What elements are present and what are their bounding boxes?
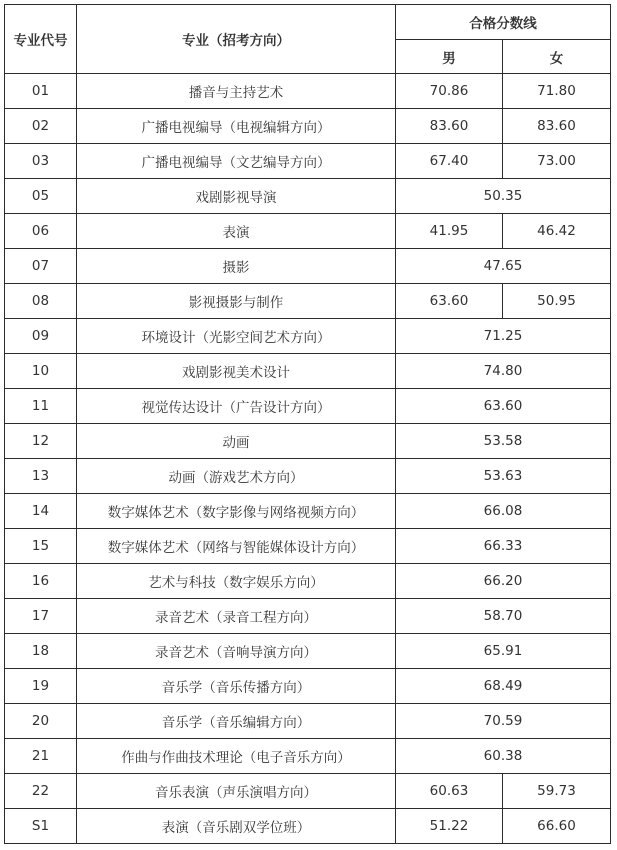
- row-code: 21: [5, 739, 77, 774]
- table-body: [5, 74, 611, 844]
- table-row: [5, 284, 611, 319]
- row-code: 12: [5, 424, 77, 459]
- table-row: [5, 494, 611, 529]
- header-code: 专业代号: [5, 5, 77, 74]
- row-code: 16: [5, 564, 77, 599]
- row-major: 数字媒体艺术（数字影像与网络视频方向）: [77, 494, 396, 529]
- row-score-combined: 66.20: [396, 564, 611, 599]
- row-code: 14: [5, 494, 77, 529]
- table-row: [5, 774, 611, 809]
- row-score-combined: 53.63: [396, 459, 611, 494]
- row-score-female: 46.42: [503, 214, 611, 249]
- row-code: 19: [5, 669, 77, 704]
- row-score-combined: 71.25: [396, 319, 611, 354]
- row-major: 作曲与作曲技术理论（电子音乐方向）: [77, 739, 396, 774]
- header-male: 男: [396, 40, 503, 74]
- row-code: 05: [5, 179, 77, 214]
- row-major: 数字媒体艺术（网络与智能媒体设计方向）: [77, 529, 396, 564]
- row-code: 03: [5, 144, 77, 179]
- row-score-male: 63.60: [396, 284, 503, 319]
- row-score-combined: 74.80: [396, 354, 611, 389]
- row-score-female: 50.95: [503, 284, 611, 319]
- row-code: 17: [5, 599, 77, 634]
- row-score-male: 51.22: [396, 809, 503, 844]
- row-score-combined: 58.70: [396, 599, 611, 634]
- row-code: 11: [5, 389, 77, 424]
- header-female: 女: [503, 40, 611, 74]
- row-code: 18: [5, 634, 77, 669]
- table-row: [5, 249, 611, 284]
- table-row: [5, 424, 611, 459]
- row-code: 15: [5, 529, 77, 564]
- row-score-female: 83.60: [503, 109, 611, 144]
- score-table: [4, 4, 611, 844]
- table-row: [5, 739, 611, 774]
- row-code: 07: [5, 249, 77, 284]
- row-score-combined: 50.35: [396, 179, 611, 214]
- row-score-female: 71.80: [503, 74, 611, 109]
- table-row: [5, 354, 611, 389]
- row-score-male: 60.63: [396, 774, 503, 809]
- row-score-combined: 47.65: [396, 249, 611, 284]
- row-major: 广播电视编导（电视编辑方向）: [77, 109, 396, 144]
- table-row: [5, 809, 611, 844]
- row-score-female: 73.00: [503, 144, 611, 179]
- row-code: 20: [5, 704, 77, 739]
- row-major: 戏剧影视美术设计: [77, 354, 396, 389]
- row-code: 10: [5, 354, 77, 389]
- row-score-combined: 63.60: [396, 389, 611, 424]
- row-major: 播音与主持艺术: [77, 74, 396, 109]
- row-score-male: 70.86: [396, 74, 503, 109]
- table-row: [5, 529, 611, 564]
- header-major: 专业（招考方向）: [77, 5, 396, 74]
- row-major: 环境设计（光影空间艺术方向）: [77, 319, 396, 354]
- row-score-male: 83.60: [396, 109, 503, 144]
- row-code: 13: [5, 459, 77, 494]
- table-row: [5, 74, 611, 109]
- row-major: 表演: [77, 214, 396, 249]
- table-row: [5, 634, 611, 669]
- table-row: [5, 459, 611, 494]
- row-major: 广播电视编导（文艺编导方向）: [77, 144, 396, 179]
- row-score-combined: 53.58: [396, 424, 611, 459]
- table-row: [5, 214, 611, 249]
- row-major: 音乐学（音乐编辑方向）: [77, 704, 396, 739]
- row-major: 动画（游戏艺术方向）: [77, 459, 396, 494]
- table-row: [5, 319, 611, 354]
- row-score-combined: 60.38: [396, 739, 611, 774]
- row-major: 表演（音乐剧双学位班）: [77, 809, 396, 844]
- row-major: 录音艺术（音响导演方向）: [77, 634, 396, 669]
- table-row: [5, 109, 611, 144]
- row-major: 视觉传达设计（广告设计方向）: [77, 389, 396, 424]
- row-score-female: 59.73: [503, 774, 611, 809]
- table-row: [5, 704, 611, 739]
- table-row: [5, 669, 611, 704]
- row-code: 22: [5, 774, 77, 809]
- row-score-combined: 70.59: [396, 704, 611, 739]
- row-code: S1: [5, 809, 77, 844]
- row-major: 动画: [77, 424, 396, 459]
- row-score-female: 66.60: [503, 809, 611, 844]
- row-code: 02: [5, 109, 77, 144]
- row-score-combined: 66.33: [396, 529, 611, 564]
- row-major: 录音艺术（录音工程方向）: [77, 599, 396, 634]
- row-score-combined: 65.91: [396, 634, 611, 669]
- row-major: 戏剧影视导演: [77, 179, 396, 214]
- row-score-combined: 68.49: [396, 669, 611, 704]
- row-major: 艺术与科技（数字娱乐方向）: [77, 564, 396, 599]
- row-code: 06: [5, 214, 77, 249]
- table-row: [5, 389, 611, 424]
- row-code: 01: [5, 74, 77, 109]
- table-row: [5, 144, 611, 179]
- row-major: 摄影: [77, 249, 396, 284]
- table-row: [5, 179, 611, 214]
- row-major: 影视摄影与制作: [77, 284, 396, 319]
- row-code: 08: [5, 284, 77, 319]
- header-score-line: 合格分数线: [396, 5, 611, 40]
- table-row: [5, 599, 611, 634]
- table-row: [5, 564, 611, 599]
- row-score-male: 41.95: [396, 214, 503, 249]
- row-code: 09: [5, 319, 77, 354]
- row-score-combined: 66.08: [396, 494, 611, 529]
- row-major: 音乐学（音乐传播方向）: [77, 669, 396, 704]
- row-major: 音乐表演（声乐演唱方向）: [77, 774, 396, 809]
- row-score-male: 67.40: [396, 144, 503, 179]
